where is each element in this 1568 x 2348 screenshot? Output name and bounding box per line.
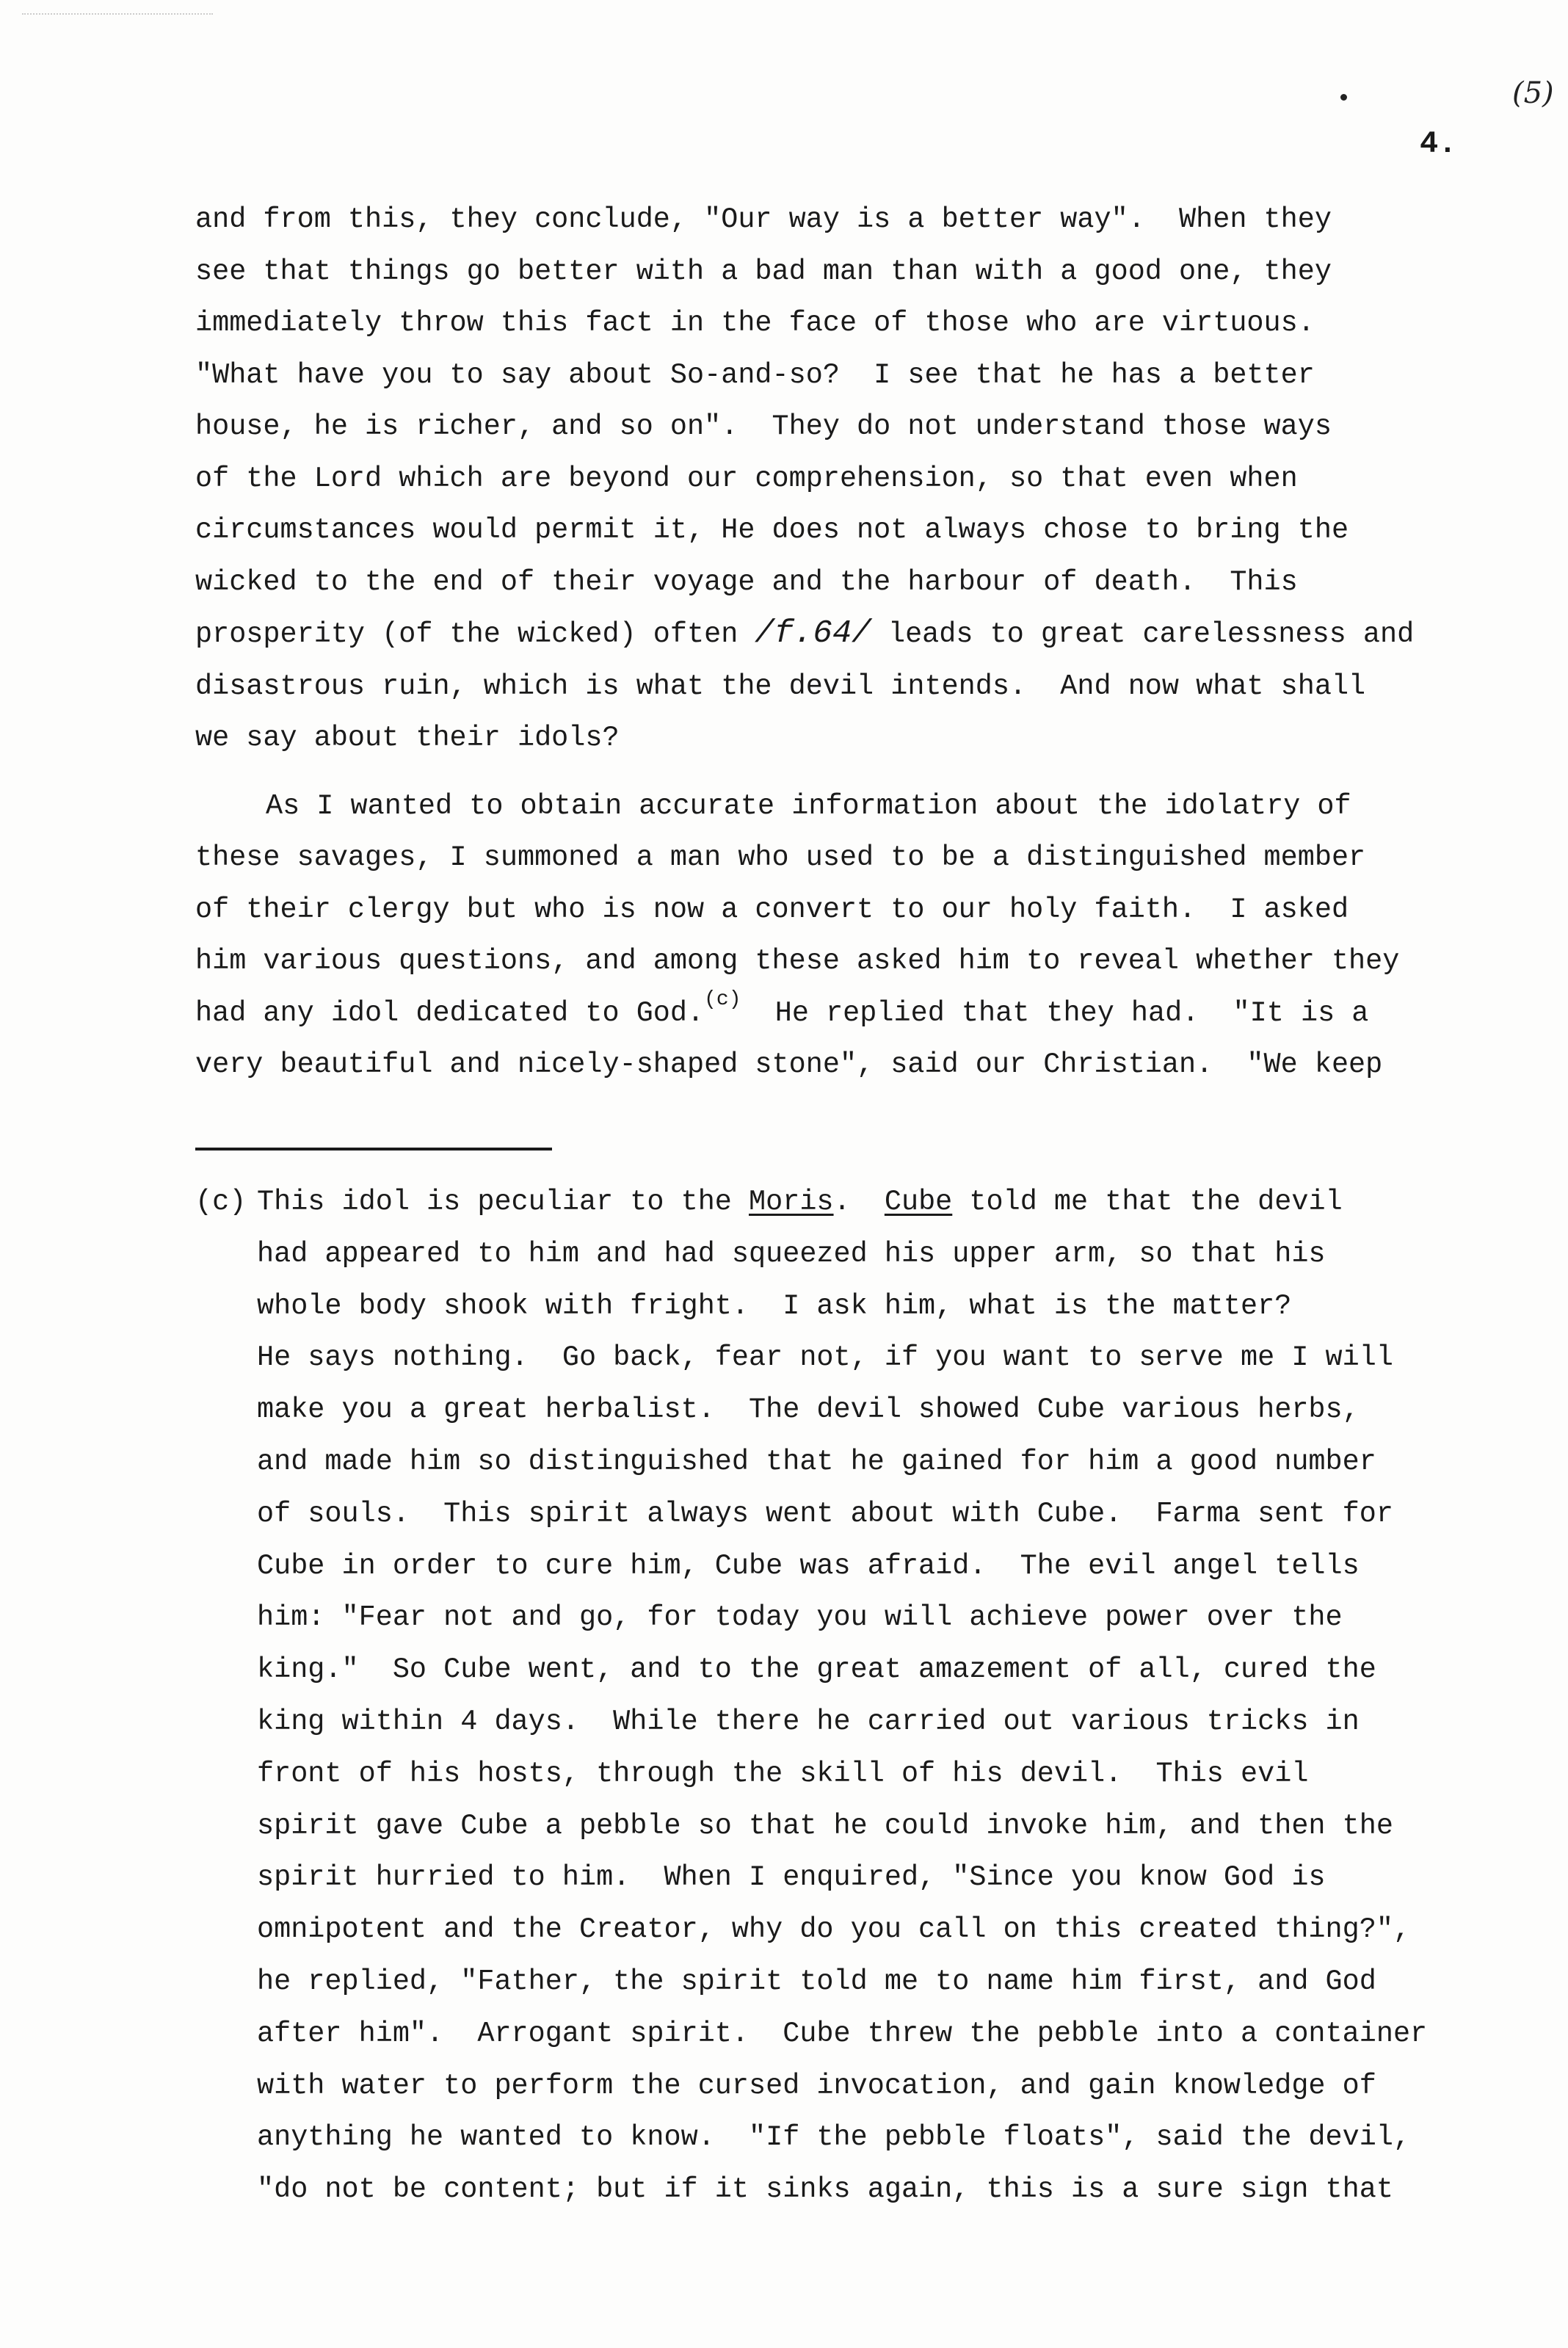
text-line: him various questions, and among these asked him to reveal whether they (195, 945, 1400, 977)
text-line: front of his hosts, through the skill of his devil. This evil (257, 1757, 1309, 1790)
text-line: him: "Fear not and go, for today you will achieve power over the (257, 1601, 1343, 1634)
footnote (195, 1176, 1517, 2216)
ink-dot (1340, 94, 1347, 101)
page-number: 4. (1420, 126, 1457, 162)
footnote-label: (c) (195, 1186, 247, 1218)
text-line: omnipotent and the Creator, why do you call on this created thing?", (257, 1913, 1411, 1946)
text-line: "What have you to say about So-and-so? I see that he has a better (195, 358, 1315, 391)
underlined-term: Cube (884, 1186, 953, 1218)
text-line: spirit gave Cube a pebble so that he could invoke him, and then the (257, 1809, 1393, 1842)
text-line: spirit hurried to him. When I enquired, "Since you know God is (257, 1861, 1326, 1894)
paragraph-1-end (195, 661, 1487, 764)
text-line: immediately throw this fact in the face of those who are virtuous. (195, 307, 1315, 339)
text-line: had appeared to him and had squeezed his upper arm, so that his (257, 1237, 1326, 1270)
footnote-body (195, 1228, 1517, 2216)
text-line: and from this, they conclude, "Our way is a better way". When they (195, 203, 1332, 236)
text-line: whole body shook with fright. I ask him, what is the matter? (257, 1289, 1292, 1322)
text-line: had any idol dedicated to God.$^{(c)}$ He replied that they had. "It is a (195, 988, 1369, 1029)
text-line: make you a great herbalist. The devil showed Cube various herbs, (257, 1394, 1360, 1427)
text-line: he replied, "Father, the spirit told me to name him first, and God (257, 1965, 1376, 1998)
text-line: see that things go better with a bad man than with a good one, they (195, 255, 1332, 288)
text-line: very beautiful and nicely-shaped stone", said our Christian. "We keep (195, 1048, 1383, 1081)
text-line: of their clergy but who is now a convert to our holy faith. I asked (195, 893, 1349, 926)
text-line: these savages, I summoned a man who used to be a distinguished member (195, 841, 1366, 874)
text-line: Cube in order to cure him, Cube was afraid. The evil angel tells (257, 1549, 1360, 1582)
archive-stamp: (5) (1512, 76, 1554, 110)
paragraph-1 (195, 194, 1487, 608)
main-text (195, 194, 1487, 1091)
text-line: king within 4 days. While there he carried out various tricks in (257, 1705, 1360, 1738)
text-line: house, he is richer, and so on". They do not understand those ways (195, 410, 1332, 443)
text-line: we say about their idols? (195, 722, 620, 754)
text-line: "do not be content; but if it sinks again, this is a sure sign that (257, 2173, 1393, 2206)
text-line: of souls. This spirit always went about with Cube. Farma sent for (257, 1497, 1393, 1530)
scan-artifact (22, 13, 213, 25)
footnote-rule (195, 1148, 552, 1151)
text-line: He says nothing. Go back, fear not, if you want to serve me I will (257, 1341, 1393, 1374)
footnote-first-line: (c) This idol is peculiar to the Moris. Cube told me that the devil (195, 1176, 1517, 1228)
footnote-marker: (c) (704, 988, 741, 1011)
text-line: of the Lord which are beyond our comprehension, so that even when (195, 462, 1298, 495)
text-line: and made him so distinguished that he gained for him a good number (257, 1445, 1376, 1478)
text-line: disastrous ruin, which is what the devil intends. And now what shall (195, 670, 1366, 703)
text-line: after him". Arrogant spirit. Cube threw the pebble into a container (257, 2017, 1428, 2050)
folio-reference: /f.64/ (751, 615, 876, 652)
text-line: anything he wanted to know. "If the pebble floats", said the devil, (257, 2121, 1411, 2154)
paragraph-2 (195, 780, 1487, 988)
text-line: As I wanted to obtain accurate information about the idolatry of (266, 789, 1351, 822)
text-line: wicked to the end of their voyage and the harbour of death. This (195, 565, 1298, 598)
text-line: prosperity (of the wicked) often /f.64/ leads to great carelessness and (195, 608, 1487, 661)
text-line: circumstances would permit it, He does not always chose to bring the (195, 514, 1349, 546)
text-line: king." So Cube went, and to the great amazement of all, cured the (257, 1653, 1376, 1686)
text-line: with water to perform the cursed invocation, and gain knowledge of (257, 2069, 1376, 2102)
underlined-term: Moris (749, 1186, 834, 1218)
